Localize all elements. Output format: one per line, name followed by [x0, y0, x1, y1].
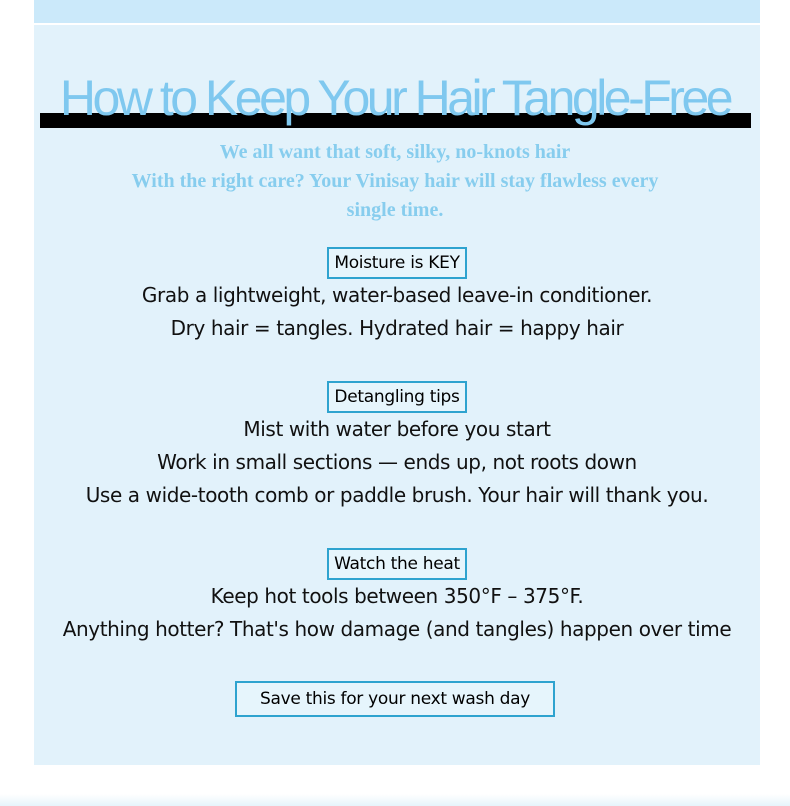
intro-line: We all want that soft, silky, no-knots hair — [219, 141, 571, 163]
top-banner-strip — [34, 0, 760, 23]
section-line: Use a wide-tooth comb or paddle brush. Your hair will thank you. — [85, 483, 709, 507]
save-reminder-badge: Save this for your next wash day — [235, 681, 555, 717]
section-heat — [34, 548, 760, 646]
intro-line: With the right care? Your Vinisay hair will stay flawless every — [131, 170, 659, 192]
section-line: Mist with water before you start — [243, 417, 551, 441]
page-title: How to Keep Your Hair Tangle-Free — [59, 70, 731, 126]
section-heading-detangling: Detangling tips — [327, 381, 466, 413]
section-line: Work in small sections — ends up, not roots down — [157, 450, 637, 474]
bottom-fade-strip — [0, 794, 790, 806]
section-detangling — [34, 381, 760, 512]
section-line: Anything hotter? That's how damage (and tangles) happen over time — [62, 617, 732, 641]
intro-text — [90, 138, 700, 225]
section-moisture — [34, 247, 760, 345]
section-line: Dry hair = tangles. Hydrated hair = happy hair — [170, 316, 624, 340]
section-line: Grab a lightweight, water-based leave-in conditioner. — [141, 283, 653, 307]
section-line: Keep hot tools between 350°F – 375°F. — [210, 584, 584, 608]
section-heading-heat: Watch the heat — [327, 548, 467, 580]
section-heading-moisture: Moisture is KEY — [327, 247, 466, 279]
intro-line: single time. — [346, 199, 444, 221]
